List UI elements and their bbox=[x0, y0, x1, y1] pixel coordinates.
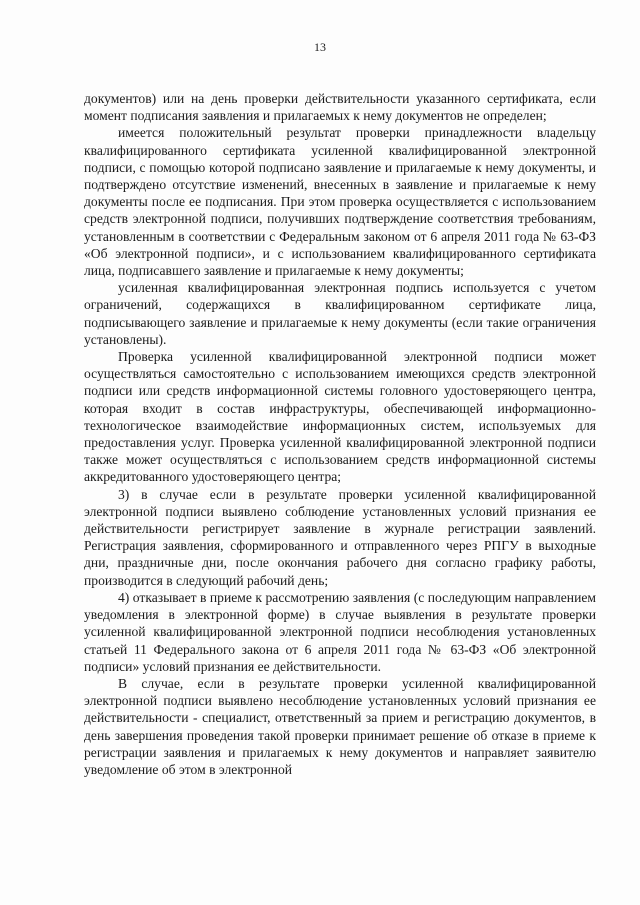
paragraph-continuation: документов) или на день проверки действительности указанного сертификата, если момент подписания заявления и прилагаемых к нему документов не определен; bbox=[84, 91, 596, 124]
paragraph: имеется положительный результат проверки принадлежности владельцу квалифицированного сертификата усиленной квалифицированной электронной подписи, с помощью которой подписано заявление и прилагаемые к нему документы, и подтверждено отсутствие изменений, внесенных в заявление и прилагаемые к нему документы после ее подписания. При этом проверка осуществляется с использованием средств электронной подписи, получивших подтверждение соответствия требованиям, установленным в соответствии с Федеральным законом от 6 апреля 2011 года № 63-ФЗ «Об электронной подписи», и с использованием квалифицированного сертификата лица, подписавшего заявление и прилагаемые к нему документы; bbox=[84, 125, 596, 279]
paragraph: Проверка усиленной квалифицированной электронной подписи может осуществляться самостоятельно с использованием имеющихся средств электронной подписи или средств информационной системы головного удостоверяющего центра, которая входит в состав инфраструктуры, обеспечивающей информационно-технологическое взаимодействие информационных систем, используемых для предоставления услуг. Проверка усиленной квалифицированной электронной подписи также может осуществляться с использованием средств информационной системы аккредитованного удостоверяющего центра; bbox=[84, 349, 596, 485]
paragraph: 4) отказывает в приеме к рассмотрению заявления (с последующим направлением уведомления в электронной форме) в случае выявления в результате проверки усиленной квалифицированной электронной подписи несоблюдения установленных статьей 11 Федерального закона от 6 апреля 2011 года № 63-ФЗ «Об электронной подписи» условий признания ее действительности. bbox=[84, 589, 596, 674]
document-body bbox=[84, 90, 596, 778]
page-number: 13 bbox=[314, 40, 326, 54]
paragraph: 3) в случае если в результате проверки усиленной квалифицированной электронной подписи выявлено соблюдение установленных условий признания ее действительности регистрирует заявление в журнале регистрации заявлений. Регистрация заявления, сформированного и отправленного через РПГУ в выходные дни, праздничные дни, после окончания рабочего дня согласно графику работы, производится в следующий рабочий день; bbox=[84, 486, 596, 588]
paragraph: В случае, если в результате проверки усиленной квалифицированной электронной подписи выявлено несоблюдение установленных условий признания ее действительности - специалист, ответственный за прием и регистрацию документов, в день завершения проведения такой проверки принимает решение об отказе в приеме к регистрации заявления и прилагаемых к нему документов и направляет заявителю уведомление об этом в электронной bbox=[84, 675, 596, 777]
paragraph: усиленная квалифицированная электронная подпись используется с учетом ограничений, содержащихся в квалифицированном сертификате лица, подписывающего заявление и прилагаемые к нему документы (если такие ограничения установлены). bbox=[84, 280, 596, 347]
